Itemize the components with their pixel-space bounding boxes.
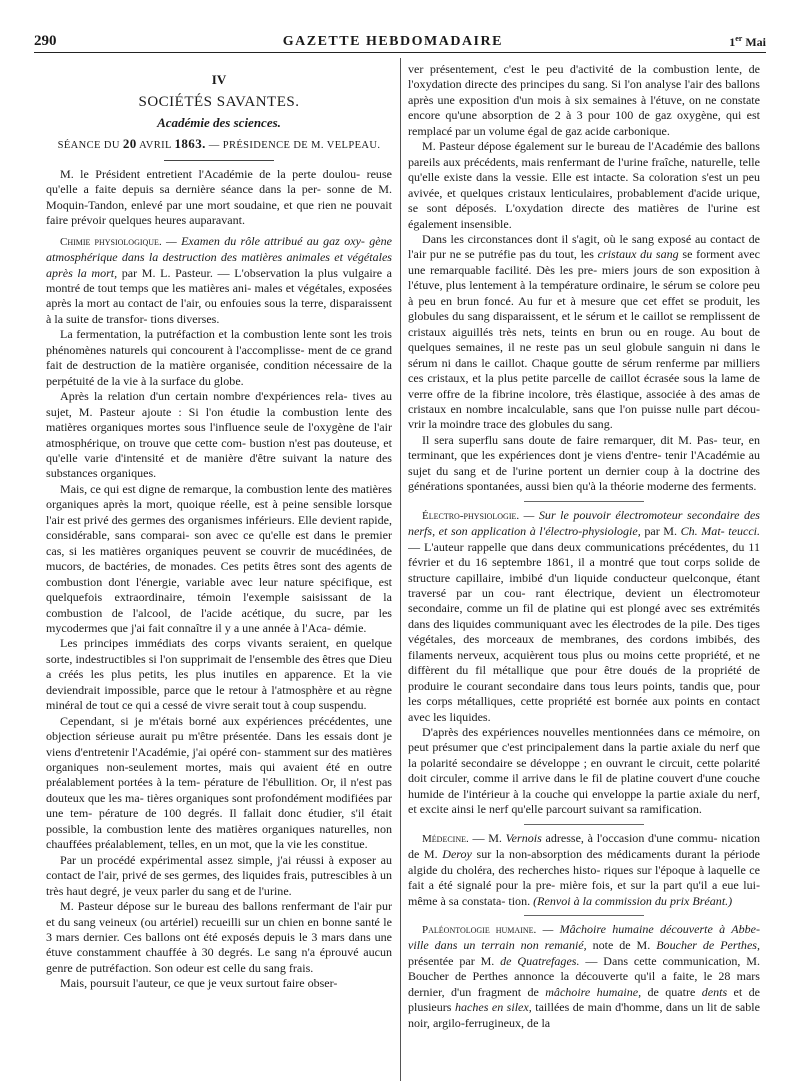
page-header <box>34 24 766 53</box>
paragraph-ballons: M. Pasteur dépose sur le bureau des ballons renfermant de l'air pur et du sang veineux (ou artériel) recueilli sur un chien en bonne santé le 3 mars dernier. Ces ballons ont été exposés depuis le 3 mars dans une étuve constamment chauffée à 30 degrés. Le sang n'a éprouvé aucun genre de putréfaction. Son odeur est celle du sang frais. <box>46 899 392 975</box>
entry-medecine: Médecine. — M. Vernois adresse, à l'occasion d'une commu- nication de M. Deroy sur la non-absorption des médicaments durant la période algide du choléra, des recherches histo- riques sur l'époque à laquelle ce fait a été signalé pour la pre- mière fois, et sur la part qu'il a eue lui-même à sa constata- tion. (Renvoi à la commission du prix Bréant.) <box>408 830 760 908</box>
paragraph-principes: Les principes immédiats des corps vivants seraient, en quelque sorte, indestructibles si l'on supprimait de l'ensemble des êtres que Dieu a créés les plus petits, les plus inutiles en apparence. Et la vie deviendrait impossible, parce que le retour à l'atmosphère et au règne minéral de tout ce qui a cessé de vivre serait tout à coup suspendu. <box>46 636 392 713</box>
paragraph-president: M. le Président entretient l'Académie de la perte doulou- reuse qu'elle a faite depuis sa dernière séance dans la per- sonne de M. Moquin-Tandon, enlevé par une mort soudaine, et que rien ne pouvait faire prévoir quelques heures auparavant. <box>46 166 392 228</box>
entry-rule <box>524 501 644 502</box>
paragraph-continuation: ver présentement, c'est le peu d'activité de la combustion lente, de l'oxydation directe des principes du sang. Si l'on analyse l'air des ballons après une exposition d'un mois à six semaines à l'étuve, on ne constate encore qu'une absorption de 2 à 3 pour 100 de gaz oxygène, qui est remplacé par un volume égal de gaz acide carbonique. <box>408 62 760 138</box>
paragraph-fermentation: La fermentation, la putréfaction et la combustion lente sont les trois phénomènes naturels qui concourent à l'accomplisse- ment de ce grand fait de destruction de la matière organisée, condition nécessaire de la perpétuité de la vie à la surface du globe. <box>46 327 392 388</box>
paragraph-remarque: Mais, ce qui est digne de remarque, la combustion lente des matières organiques après la mort, quoique réelle, est à peine sensible lorsque l'air est privé des germes des organismes inférieurs. Elle devient rapide, considérable, sans comparai- son avec ce qu'elle est dans le premier cas, si les matières organiques peuvent se couvrir de mucédinées, de mucors, de bactéries, de monades. Ces petits êtres sont des agents de combustion dont l'énergie, variable avec leur nature spécifique, est quelquefois extraordinaire, témoin l'exemple saisissant de la combustion de l'alcool, de l'acide acétique, du sucre, par les mycodermes que j'ai fait connaître il y a une année à l'Aca- démie. <box>46 481 392 635</box>
paragraph-urine: M. Pasteur dépose également sur le bureau de l'Académie des ballons pareils aux précédents, mais renfermant de l'urine fraîche, naturelle, telle qu'elle existe dans la vessie. Elle est intacte. Sa coloration s'est un peu avivée, et quelques cristaux lenticulaires, probablement d'acide urique, se sont déposés. L'oxydation directe des matières de l'urine est également insensible. <box>408 139 760 231</box>
paragraph-cristaux: Dans les circonstances dont il s'agit, où le sang exposé au contact de l'air pur ne se putréfie pas du tout, les cristaux du sang se forment avec une remarquable facilité. Dès les pre- miers jours de son exposition à l'étuve, plus lentement à la température ordinaire, le sérum se colore peu à peu en brun foncé. Au fur et à mesure que cet effet se produit, les globules du sang disparaissent, et le sérum et le caillot se remplissent de cristaux aiguillés très nets, teints en brun ou en rouge. Au bout de quelques semaines, il ne reste pas un seul globule sanguin ni dans le sérum ni dans le caillot. Chaque goutte de sérum renferme par milliers ces cristaux, et la plus petite parcelle de caillot écrasée sous la lame de verre offre de la fibrine incolore, très élastique, associée à des amas de cristaux en nombre incalculable, sans que l'on puisse nulle part décou- vrir la moindre trace des globules du sang. <box>408 231 760 432</box>
entry-rule <box>524 915 644 916</box>
paragraph-procede: Par un procédé expérimental assez simple, j'ai réussi à exposer au contact de l'air, privé de ses germes, des liquides frais, putrescibles à un très haut degré, je veux parler du sang et de l'urine. <box>46 852 392 898</box>
section-number: IV <box>211 72 227 87</box>
section-subtitle: Académie des sciences. <box>157 114 281 130</box>
entry-electro: Électro-physiologie. — Sur le pouvoir électromoteur secondaire des nerfs, et son application à l'électro-physiologie, par M. Ch. Mat- teucci. — L'auteur rappelle que dans deux communications précédentes, du 11 février et du 16 septembre 1861, il a montré que tout corps solide de structure capillaire, imbibé d'un liquide conducteur quelconque, étant traversé par un cou- rant électrique, devient un électromoteur secondaire, comme un fil de platine qui est plongé avec ses extrémités dans des liquides communiquant avec les électrodes de la pile. Des tiges végétales, des morceaux de membranes, des cordons imbibés, des filaments nerveux, acquièrent tous plus ou moins cette propriété, et ne diffèrent du fil métallique que pour être doués de la propriété de produire le courant secondaire dans tous leurs points, tandis que, pour les corps métalliques, cette propriété est bornée aux points en contact avec les liquides. <box>408 507 760 724</box>
paragraph-axiale: D'après des expériences nouvelles mentionnées dans ce mémoire, on peut présumer que c'est principalement dans la partie axiale du nerf que la polarité secondaire se développe ; en ouvrant le circuit, cette polarité doit circuler, comme il arrive dans le fil de platine couvert d'une couche humide de l'intérieur à la couche qui enveloppe la partie axiale du nerf, et excite ainsi le nerf qu'elle parcourt suivant sa ramification. <box>408 725 760 817</box>
column-divider <box>400 58 401 1081</box>
paragraph-relation: Après la relation d'un certain nombre d'expériences rela- tives au sujet, M. Pasteur ajoute : Si l'on étudie la combustion lente des matières organiques mortes sous l'influence seule de l'oxygène de l'air atmosphérique, on trouve que cette com- bustion n'est pas douteuse, et qu'elle varie d'intensité et de manière d'être suivant la nature des substances organiques. <box>46 389 392 481</box>
paragraph-superflu: Il sera superflu sans doute de faire remarquer, dit M. Pas- teur, en terminant, que les expériences dont je viens d'entre- tenir l'Académie au sujet du sang et de l'urine portent un dernier coup à la doctrine des générations spontanées, aussi bien qu'à la théorie moderne des ferments. <box>408 432 760 494</box>
short-rule <box>164 160 274 161</box>
page-number: 290 <box>34 33 57 49</box>
section-title: SOCIÉTÉS SAVANTES. <box>138 94 300 111</box>
left-column <box>46 62 392 1079</box>
entry-chimie: Chimie physiologique. — Examen du rôle attribué au gaz oxy- gène atmosphérique dans la destruction des matières animales et végétales après la mort, par M. L. Pasteur. — L'observation la plus vulgaire a montré de tout temps que les matières ani- males et végétales, exposées après la mort au contact de l'air, ou enfouies sous la terre, disparaissent à la suite de transfor- tions diverses. <box>46 233 392 326</box>
seance-line: SÉANCE DU 20 AVRIL 1863. — PRÉSIDENCE DE M. VELPEAU. <box>57 136 381 152</box>
paragraph-poursuit: Mais, poursuit l'auteur, ce que je veux surtout faire obser- <box>60 976 338 991</box>
right-column <box>408 62 760 1079</box>
entry-rule <box>524 824 644 825</box>
issue-date: 1er Mai <box>729 34 766 49</box>
paragraph-cependant: Cependant, si je m'étais borné aux expériences précédentes, une objection sérieuse aurait pu m'être présentée. Dans les essais dont je viens d'entretenir l'Académie, j'ai opéré con- stamment sur des matières organiques non-seulement mortes, mais qui avaient été en outre préalablement portées à la tem- pérature de l'ébullition. Or, il n'est pas douteux que les ma- tières organiques sont profondément modifiées par une tem- pérature de 100 degrés. Il fallait donc étudier, s'il était possible, la combustion lente des matières organiques naturelles, non chauffées préalablement, telles, en un mot, que la vie les constitue. <box>46 713 392 852</box>
entry-paleontologie: Paléontologie humaine. — Mâchoire humaine découverte à Abbe- ville dans un terrain non remanié, note de M. Boucher de Perthes, présentée par M. de Quatrefages. — Dans cette communication, M. Boucher de Perthes annonce la découverte qu'il a faite, le 28 mars dernier, d'un fragment de mâchoire humaine, de quatre dents et de plusieurs haches en silex, taillées de main d'homme, dans un lit de sable noir, argilo-ferrugineux, de la <box>408 922 760 1030</box>
journal-title: GAZETTE HEBDOMADAIRE <box>282 34 503 49</box>
